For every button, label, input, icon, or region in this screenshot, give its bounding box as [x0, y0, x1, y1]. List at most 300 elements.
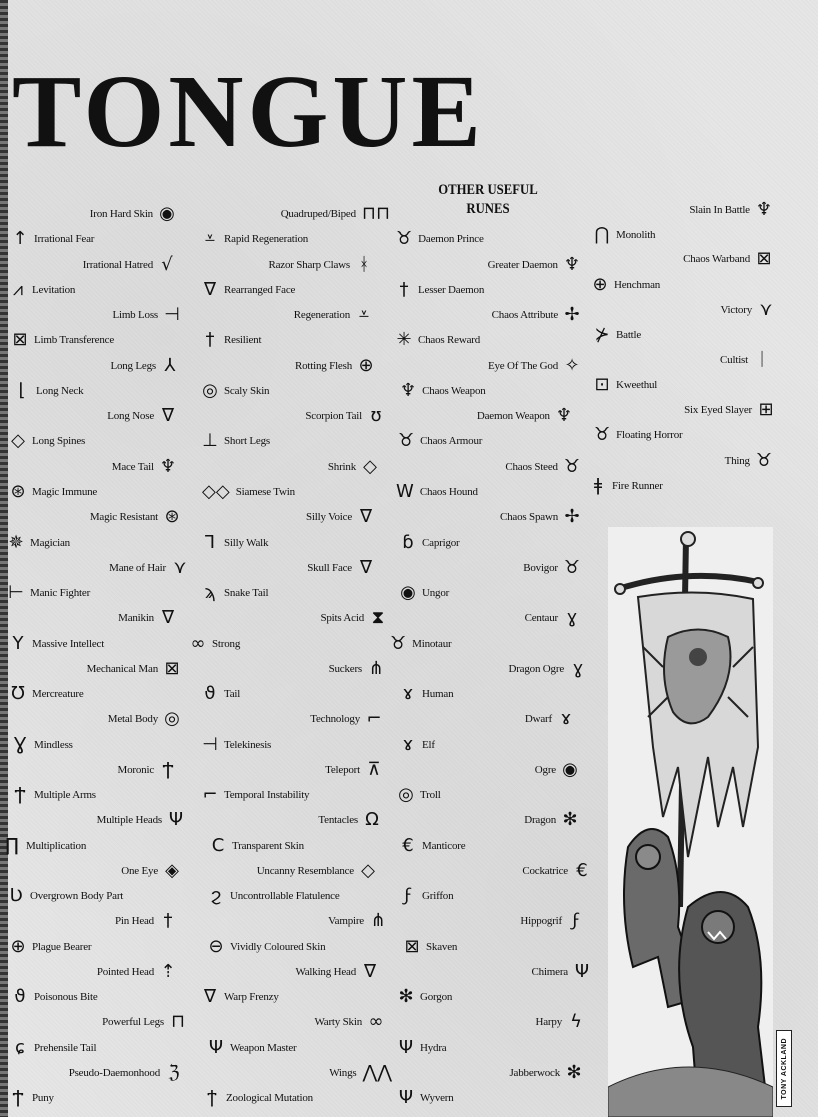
- rune-glyph-icon: Ψ: [168, 809, 184, 830]
- rune-entry: [202, 429, 270, 453]
- rune-entry: [305, 404, 384, 428]
- rune-label: Pseudo-Daemonhood: [68, 1067, 160, 1079]
- rune-glyph-icon: ◇◇: [202, 481, 230, 502]
- rune-label: Chaos Spawn: [500, 511, 558, 523]
- rune-entry: [190, 632, 240, 656]
- rune-label: Cockatrice: [522, 865, 568, 877]
- rune-label: Multiple Arms: [34, 789, 96, 801]
- rune-glyph-icon: ∇: [363, 961, 377, 982]
- rune-glyph-icon: Ψ: [574, 961, 590, 982]
- rune-label: Shrink: [327, 461, 356, 473]
- rune-entry: [535, 758, 578, 782]
- rune-label: Skaven: [426, 941, 458, 953]
- rune-glyph-icon: ϑ: [204, 683, 216, 704]
- rune-entry: [12, 1036, 96, 1060]
- rune-glyph-icon: ⋎: [173, 557, 187, 578]
- rune-label: Long Legs: [110, 360, 156, 372]
- rune-glyph-icon: ⊕: [592, 274, 608, 295]
- rune-glyph-icon: ♆: [555, 405, 572, 426]
- rune-label: Daemon Prince: [418, 233, 484, 245]
- rune-glyph-icon: †: [205, 329, 215, 350]
- rune-glyph-icon: ϟ: [570, 1011, 582, 1032]
- rune-entry: [202, 278, 295, 302]
- rune-entry: [396, 227, 484, 251]
- rune-glyph-icon: ⊕: [358, 355, 374, 376]
- rune-glyph-icon: ∇: [161, 405, 175, 426]
- rune-entry: [295, 354, 374, 378]
- rune-glyph-icon: ♉: [390, 633, 407, 654]
- rune-glyph-icon: ɤ: [560, 708, 572, 729]
- rune-glyph-icon: ✳: [396, 329, 412, 350]
- rune-entry: [90, 202, 175, 226]
- rune-entry: [281, 202, 390, 226]
- rune-entry: [118, 758, 176, 782]
- rune-entry: [110, 354, 178, 378]
- rune-label: Temporal Instability: [224, 789, 310, 801]
- rune-label: Snake Tail: [224, 587, 269, 599]
- rune-glyph-icon: ⩡: [358, 304, 370, 325]
- rune-entry: [112, 455, 176, 479]
- rune-label: Uncontrollable Flatulence: [230, 890, 340, 902]
- rune-glyph-icon: Ω: [365, 809, 379, 830]
- rune-glyph-icon: ⋀⋀: [362, 1062, 392, 1083]
- rune-label: Monolith: [616, 229, 656, 241]
- rune-label: Manticore: [422, 840, 466, 852]
- rune-entry: [10, 429, 85, 453]
- rune-label: Puny: [32, 1092, 54, 1104]
- rune-glyph-icon: ⩘: [12, 279, 24, 300]
- rune-label: Chimera: [531, 966, 568, 978]
- rune-label: Irrational Fear: [34, 233, 95, 245]
- rune-entry: [523, 556, 580, 580]
- rune-label: Silly Voice: [306, 511, 352, 523]
- rune-label: Manikin: [118, 612, 154, 624]
- rune-glyph-icon: ◎: [202, 380, 218, 401]
- rune-label: Warty Skin: [314, 1016, 362, 1028]
- rune-label: Rapid Regeneration: [224, 233, 309, 245]
- other-runes-heading: OTHER USEFUL RUNES: [438, 182, 538, 217]
- rune-label: Powerful Legs: [102, 1016, 164, 1028]
- rune-entry: [202, 480, 295, 504]
- rune-entry: [404, 935, 457, 959]
- rune-label: Chaos Attribute: [491, 309, 558, 321]
- rune-entry: [8, 581, 90, 605]
- rune-entry: [525, 606, 580, 630]
- rune-glyph-icon: ⋔: [368, 658, 384, 679]
- rune-glyph-icon: ⊡: [594, 374, 610, 395]
- rune-label: Metal Body: [107, 713, 158, 725]
- rune-glyph-icon: ♉: [755, 450, 772, 471]
- rune-glyph-icon: ⌐: [366, 708, 382, 729]
- rune-entry: [398, 429, 482, 453]
- rune-label: Slain In Battle: [689, 204, 750, 216]
- rune-label: Zoological Mutation: [226, 1092, 313, 1104]
- rune-label: Battle: [616, 329, 642, 341]
- rune-label: Skull Face: [307, 562, 352, 574]
- rune-glyph-icon: ⊠: [756, 248, 772, 269]
- rune-label: Mindless: [34, 739, 73, 751]
- rune-glyph-icon: ɕ: [15, 1037, 25, 1058]
- rune-label: Resilient: [224, 334, 262, 346]
- rune-label: Victory: [720, 304, 752, 316]
- rune-label: Troll: [420, 789, 441, 801]
- rune-glyph-icon: ⊠: [164, 658, 180, 679]
- rune-glyph-icon: ϯ: [207, 1087, 217, 1108]
- rune-entry: [107, 404, 176, 428]
- rune-label: Levitation: [32, 284, 76, 296]
- rune-glyph-icon: ✻: [562, 809, 578, 830]
- rune-glyph-icon: Ϯ: [14, 784, 26, 805]
- rune-glyph-icon: Ϯ: [162, 759, 174, 780]
- rune-entry: [108, 707, 180, 731]
- rune-label: Long Neck: [36, 385, 84, 397]
- rune-label: Poisonous Bite: [34, 991, 98, 1003]
- rune-label: Vampire: [328, 915, 364, 927]
- page-title: TONGUE: [12, 54, 485, 169]
- rune-label: Magician: [30, 537, 70, 549]
- rune-entry: [400, 531, 460, 555]
- rune-glyph-icon: ⊣: [202, 734, 218, 755]
- rune-entry: [325, 758, 382, 782]
- rune-label: Uncanny Resemblance: [256, 865, 354, 877]
- rune-entry: [202, 682, 240, 706]
- rune-glyph-icon: √: [161, 254, 173, 275]
- rune-entry: [257, 859, 376, 883]
- rune-label: Scorpion Tail: [305, 410, 362, 422]
- rune-glyph-icon: ✢: [564, 506, 580, 527]
- rune-label: Long Nose: [107, 410, 154, 422]
- rune-entry: [208, 884, 340, 908]
- rune-entry: [8, 531, 70, 555]
- rune-glyph-icon: Ʊ: [11, 683, 25, 704]
- rune-glyph-icon: ⊣: [164, 304, 180, 325]
- rune-entry: [12, 227, 94, 251]
- rune-glyph-icon: ⋂: [594, 224, 610, 245]
- rune-glyph-icon: ⊛: [10, 481, 26, 502]
- rune-glyph-icon: ∞: [190, 633, 206, 654]
- rune-entry: [102, 1010, 186, 1034]
- rune-entry: [97, 960, 176, 984]
- rune-entry: [307, 556, 374, 580]
- rune-glyph-icon: Ψ: [208, 1037, 224, 1058]
- rune-label: Jabberwock: [509, 1067, 560, 1079]
- rune-entry: [477, 404, 572, 428]
- rune-label: Overgrown Body Part: [30, 890, 124, 902]
- rune-entry: [202, 531, 268, 555]
- rune-entry: [10, 682, 84, 706]
- rune-glyph-icon: ᚼ: [358, 254, 370, 275]
- rune-entry: [202, 783, 309, 807]
- rune-glyph-icon: ◉: [159, 203, 175, 224]
- rune-glyph-icon: W: [396, 481, 414, 502]
- rune-glyph-icon: ◉: [400, 582, 416, 603]
- rune-label: Cultist: [720, 354, 748, 366]
- rune-label: Harpy: [535, 1016, 562, 1028]
- rune-glyph-icon: ✧: [564, 355, 580, 376]
- rune-glyph-icon: ⋔: [370, 910, 386, 931]
- rune-label: Gorgon: [420, 991, 453, 1003]
- rune-label: Prehensile Tail: [34, 1042, 97, 1054]
- rune-label: Caprigor: [422, 537, 460, 549]
- rune-label: Dragon: [524, 814, 556, 826]
- rune-label: Mechanical Man: [86, 663, 158, 675]
- rune-label: Daemon Weapon: [476, 410, 550, 422]
- rune-label: Henchman: [614, 279, 661, 291]
- rune-entry: [202, 227, 308, 251]
- rune-entry: [320, 606, 386, 630]
- rune-entry: [525, 707, 574, 731]
- rune-glyph-icon: ◇: [11, 430, 25, 451]
- rune-entry: [202, 733, 271, 757]
- rune-entry: [12, 783, 96, 807]
- rune-glyph-icon: ⧗: [371, 607, 385, 628]
- rune-label: Pointed Head: [96, 966, 154, 978]
- rune-entry: [400, 834, 465, 858]
- rune-glyph-icon: Ʋ: [9, 885, 23, 906]
- rune-glyph-icon: ⋎: [759, 299, 773, 320]
- rune-label: Griffon: [422, 890, 454, 902]
- rune-entry: [14, 379, 83, 403]
- rune-glyph-icon: ⊛: [164, 506, 180, 527]
- rune-label: Elf: [422, 739, 435, 751]
- rune-entry: [12, 985, 98, 1009]
- rune-glyph-icon: ⊕: [10, 936, 26, 957]
- rune-label: Thing: [724, 455, 750, 467]
- rune-entry: [90, 505, 180, 529]
- rune-label: Rotting Flesh: [295, 360, 352, 372]
- rune-entry: [594, 423, 683, 447]
- rune-glyph-icon: ♆: [755, 199, 772, 220]
- rune-label: Long Spines: [32, 435, 86, 447]
- rune-entry: [594, 373, 657, 397]
- rune-entry: [488, 253, 580, 277]
- rune-label: Greater Daemon: [487, 259, 558, 271]
- rune-glyph-icon: ♉: [563, 456, 580, 477]
- rune-label: Pin Head: [114, 915, 154, 927]
- rune-label: Centaur: [524, 612, 558, 624]
- rune-label: Teleport: [325, 764, 360, 776]
- rune-entry: [720, 298, 774, 322]
- rune-glyph-icon: Ꞁ: [204, 532, 216, 553]
- rune-entry: [295, 960, 378, 984]
- rune-label: Six Eyed Slayer: [684, 404, 752, 416]
- rune-label: Strong: [212, 638, 241, 650]
- rune-glyph-icon: ∇: [359, 506, 373, 527]
- rune-glyph-icon: ⊠: [12, 329, 28, 350]
- rune-entry: [318, 808, 380, 832]
- rune-entry: [121, 859, 180, 883]
- rune-entry: [508, 657, 586, 681]
- rune-glyph-icon: ⊖: [208, 936, 224, 957]
- rune-glyph-icon: ♆: [400, 380, 417, 401]
- rune-glyph-icon: Ψ: [398, 1087, 414, 1108]
- rune-glyph-icon: ɤ: [402, 683, 414, 704]
- rune-label: One Eye: [121, 865, 158, 877]
- rune-entry: [532, 960, 590, 984]
- rune-entry: [8, 884, 123, 908]
- rune-glyph-icon: ◇: [363, 456, 377, 477]
- rune-glyph-icon: ♉: [396, 228, 413, 249]
- chaos-warrior-illustration: [608, 527, 773, 1117]
- rune-label: Spits Acid: [320, 612, 364, 624]
- rune-glyph-icon: ℨ: [168, 1062, 180, 1083]
- rune-label: Vividly Coloured Skin: [230, 941, 326, 953]
- rune-glyph-icon: ⊥: [202, 430, 218, 451]
- rune-label: Ogre: [534, 764, 556, 776]
- rune-entry: [720, 348, 770, 372]
- rune-glyph-icon: ∇: [161, 607, 175, 628]
- rune-glyph-icon: ⌊: [18, 380, 26, 401]
- rune-label: Weapon Master: [230, 1042, 297, 1054]
- rune-glyph-icon: Ϯ: [12, 1087, 24, 1108]
- rune-label: Chaos Steed: [505, 461, 558, 473]
- rune-entry: [202, 985, 279, 1009]
- rune-label: Magic Immune: [32, 486, 98, 498]
- rune-glyph-icon: ♆: [563, 254, 580, 275]
- rune-label: Bovigor: [523, 562, 558, 574]
- rune-label: Suckers: [328, 663, 362, 675]
- rune-entry: [488, 354, 580, 378]
- rune-entry: [509, 1061, 582, 1085]
- rune-label: Short Legs: [224, 435, 270, 447]
- rune-entry: [400, 682, 453, 706]
- rune-entry: [118, 606, 176, 630]
- rune-glyph-icon: ⊼: [367, 759, 381, 780]
- rune-label: Hydra: [420, 1042, 447, 1054]
- rune-entry: [202, 379, 269, 403]
- rune-entry: [398, 783, 441, 807]
- rune-glyph-icon: ⌐: [202, 784, 218, 805]
- rune-entry: [684, 398, 774, 422]
- rune-label: Chaos Warband: [683, 253, 750, 265]
- rune-glyph-icon: Ɣ: [13, 734, 27, 755]
- rune-label: Razor Sharp Claws: [268, 259, 350, 271]
- rune-glyph-icon: ♆: [159, 456, 176, 477]
- rune-entry: [398, 1036, 447, 1060]
- rune-label: Wyvern: [420, 1092, 454, 1104]
- rune-label: Kweethul: [616, 379, 658, 391]
- rune-entry: [328, 909, 386, 933]
- rune-label: Silly Walk: [224, 537, 269, 549]
- rune-label: Chaos Reward: [418, 334, 481, 346]
- rune-glyph-icon: ⊓: [170, 1011, 186, 1032]
- rune-label: Transparent Skin: [232, 840, 304, 852]
- rune-entry: [109, 556, 188, 580]
- rune-label: Multiplication: [26, 840, 87, 852]
- rune-label: Rearranged Face: [224, 284, 296, 296]
- rune-entry: [328, 455, 378, 479]
- rune-entry: [268, 253, 372, 277]
- rune-label: Eye Of The God: [487, 360, 558, 372]
- rune-label: Irrational Hatred: [82, 259, 153, 271]
- rune-label: Limb Loss: [112, 309, 158, 321]
- rune-glyph-icon: ∇: [203, 279, 217, 300]
- rune-glyph-icon: ♉: [398, 430, 415, 451]
- rune-entry: [12, 733, 73, 757]
- rune-label: Human: [422, 688, 454, 700]
- rune-glyph-icon: †: [399, 279, 409, 300]
- rune-label: Telekinesis: [224, 739, 272, 751]
- rune-glyph-icon: ɤ: [402, 734, 414, 755]
- rune-glyph-icon: ⊞: [758, 399, 774, 420]
- rune-label: Hippogrif: [520, 915, 562, 927]
- rune-glyph-icon: ∞: [368, 1011, 384, 1032]
- rune-entry: [400, 884, 453, 908]
- rune-entry: [314, 1010, 384, 1034]
- rune-entry: [12, 328, 114, 352]
- rune-entry: [500, 505, 580, 529]
- rune-entry: [520, 909, 584, 933]
- rune-glyph-icon: ∇: [203, 986, 217, 1007]
- rune-label: Magic Resistant: [89, 511, 158, 523]
- rune-label: Chaos Weapon: [422, 385, 486, 397]
- rune-glyph-icon: ǂ: [593, 475, 603, 496]
- rune-entry: [390, 632, 451, 656]
- rune-entry: [594, 223, 655, 247]
- rune-entry: [398, 985, 452, 1009]
- rune-entry: [396, 278, 484, 302]
- artist-credit: TONY ACKLAND: [776, 1030, 792, 1107]
- rune-glyph-icon: ϝ: [571, 910, 581, 931]
- rune-label: Manic Fighter: [30, 587, 91, 599]
- rune-label: Mane of Hair: [109, 562, 166, 574]
- rune-entry: [396, 480, 478, 504]
- rune-label: Mercreature: [32, 688, 84, 700]
- rune-glyph-icon: ɣ: [572, 658, 584, 679]
- rune-glyph-icon: ∇: [359, 557, 373, 578]
- rune-entry: [204, 1086, 313, 1110]
- rune-label: Floating Horror: [616, 429, 683, 441]
- rune-glyph-icon: ϩ: [210, 885, 222, 906]
- rune-entry: [10, 632, 104, 656]
- rune-entry: [69, 1061, 182, 1085]
- rune-entry: [683, 247, 772, 271]
- rune-label: Scaly Skin: [224, 385, 270, 397]
- rune-entry: [400, 379, 486, 403]
- rune-entry: [10, 1086, 54, 1110]
- rune-entry: [725, 449, 772, 473]
- rune-label: Ungor: [422, 587, 450, 599]
- rune-label: Plague Bearer: [32, 941, 92, 953]
- rune-entry: [329, 657, 384, 681]
- rune-entry: [97, 808, 184, 832]
- rune-entry: [306, 505, 374, 529]
- rune-glyph-icon: ✵: [8, 532, 24, 553]
- rune-entry: [115, 909, 176, 933]
- rune-glyph-icon: ◎: [164, 708, 180, 729]
- rune-label: Multiple Heads: [96, 814, 162, 826]
- rune-glyph-icon: ↑: [12, 228, 28, 249]
- rune-label: Wings: [329, 1067, 357, 1079]
- rune-entry: [294, 303, 372, 327]
- rune-glyph-icon: €: [402, 835, 414, 856]
- rune-entry: [10, 480, 97, 504]
- rune-glyph-icon: ϡ: [204, 582, 216, 603]
- rune-glyph-icon: ʊ: [370, 405, 382, 426]
- rune-glyph-icon: ⊢: [8, 582, 24, 603]
- rune-glyph-icon: ✻: [398, 986, 414, 1007]
- rune-label: Fire Runner: [612, 480, 663, 492]
- rune-label: Tail: [224, 688, 241, 700]
- rune-label: Dragon Ogre: [508, 663, 564, 675]
- rune-entry: [396, 328, 480, 352]
- rune-label: Quadruped/Biped: [280, 208, 356, 220]
- rune-entry: [202, 581, 268, 605]
- rune-glyph-icon: ⊠: [404, 936, 420, 957]
- rune-label: Walking Head: [295, 966, 356, 978]
- rune-entry: [400, 733, 435, 757]
- rune-entry: [400, 581, 449, 605]
